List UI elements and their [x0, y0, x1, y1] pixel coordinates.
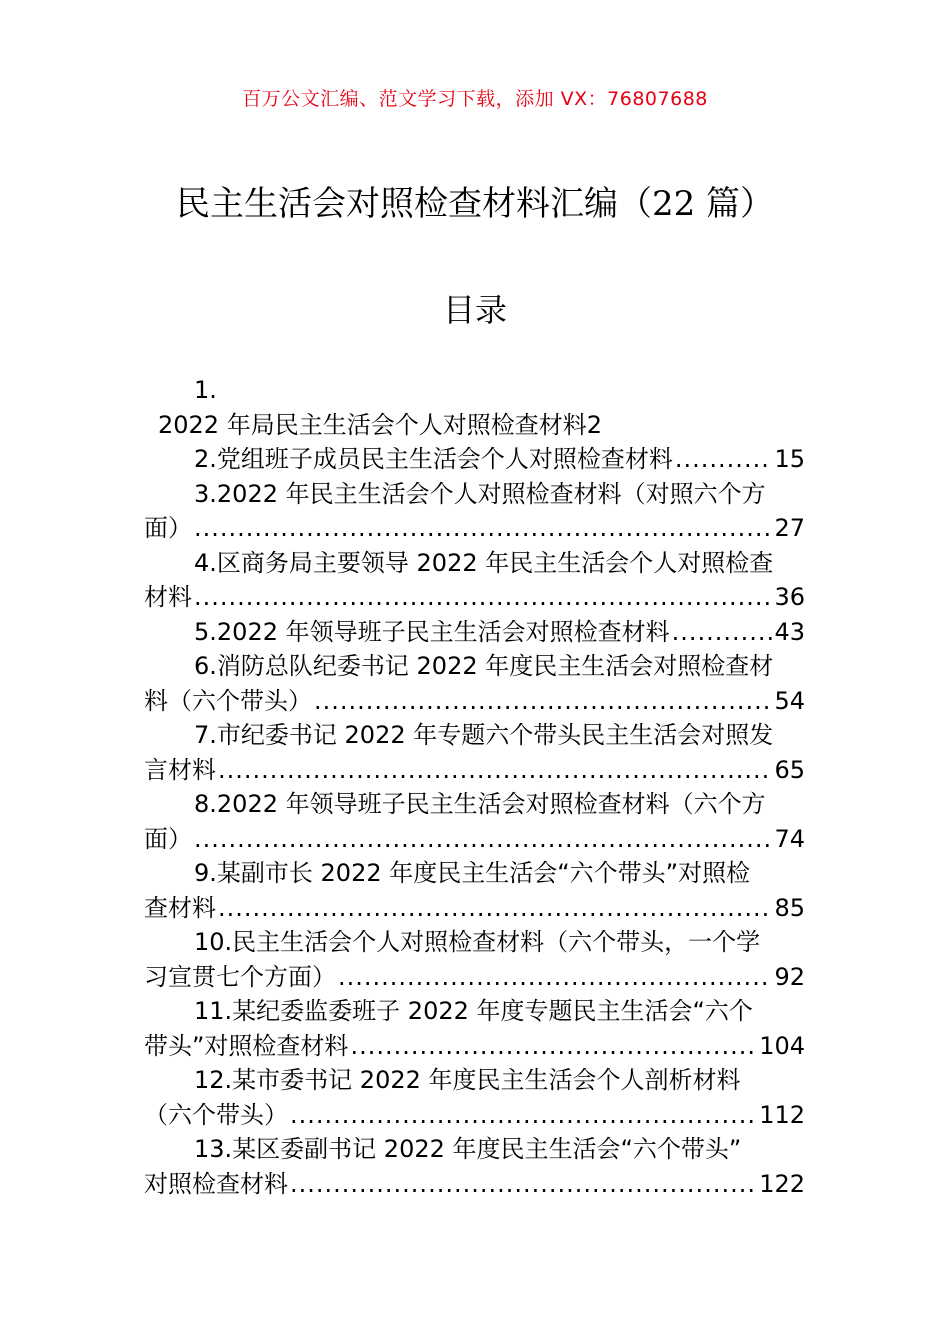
dot-leader — [314, 684, 772, 719]
toc-page-number: 122 — [759, 1169, 805, 1198]
dot-leader — [194, 511, 772, 546]
toc-entry-12[interactable] — [144, 1063, 805, 1132]
toc-entry-title-cont: 面） — [144, 514, 192, 542]
toc-page-number: 92 — [774, 962, 805, 991]
toc-entry-title: 4.区商务局主要领导 2022 年民主生活会个人对照检查 — [194, 548, 774, 577]
toc-entry-title: 7.市纪委书记 2022 年专题六个带头民主生活会对照发 — [194, 721, 774, 749]
toc-entry-text: 2022 年局民主生活会个人对照检查材料2 — [158, 410, 602, 439]
toc-entry-3[interactable] — [144, 477, 805, 546]
toc-entry-6[interactable] — [144, 649, 805, 718]
toc-entry-10[interactable] — [144, 925, 805, 994]
toc-entry-4[interactable] — [144, 546, 805, 615]
toc-entry-11[interactable] — [144, 994, 805, 1063]
toc-entry-title: 3.2022 年民主生活会个人对照检查材料（对照六个方 — [194, 479, 766, 508]
dot-leader — [194, 580, 772, 615]
toc-page-number: 54 — [774, 686, 805, 715]
toc-entry-title: 8.2022 年领导班子民主生活会对照检查材料（六个方 — [194, 790, 766, 818]
toc-entry-8[interactable] — [144, 787, 805, 856]
promo-banner: 百万公文汇编、范文学习下载，添加 VX：76807688 — [242, 88, 708, 110]
toc-entry-title-cont: 言材料 — [144, 755, 216, 784]
toc-page-number: 65 — [774, 755, 805, 784]
toc-page-number: 27 — [774, 514, 805, 542]
toc-entry-1[interactable] — [144, 373, 805, 442]
toc-entry-5[interactable] — [144, 615, 805, 650]
toc-heading: 目录 — [442, 291, 507, 329]
toc-entry-title: 9.某副市长 2022 年度民主生活会“六个带头”对照检 — [194, 859, 751, 887]
toc-entry-title-cont: 5.2022 年领导班子民主生活会对照检查材料 — [194, 617, 670, 646]
toc-entry-number: 1. — [194, 376, 217, 404]
toc-entry-9[interactable] — [144, 856, 805, 925]
dot-leader — [194, 822, 772, 857]
document-title: 民主生活会对照检查材料汇编（22 篇） — [175, 184, 775, 224]
toc-entry-title-cont: 料（六个带头） — [144, 686, 312, 715]
dot-leader — [675, 442, 773, 477]
toc-entry-title-cont: 习宣贯七个方面） — [144, 962, 336, 991]
toc-entry-title-cont: （六个带头） — [144, 1100, 288, 1129]
toc-entry-2[interactable] — [144, 442, 805, 477]
toc-entry-title-cont: 2.党组班子成员民主生活会个人对照检查材料 — [194, 445, 673, 473]
toc-entry-title: 11.某纪委监委班子 2022 年度专题民主生活会“六个 — [194, 997, 753, 1025]
table-of-contents — [144, 373, 805, 1201]
toc-entry-title-cont: 材料 — [144, 583, 192, 611]
dot-leader — [218, 753, 772, 788]
toc-entry-title: 6.消防总队纪委书记 2022 年度民主生活会对照检查材 — [194, 652, 774, 680]
toc-entry-title-cont: 面） — [144, 824, 192, 853]
dot-leader — [338, 960, 772, 995]
toc-entry-title-cont: 查材料 — [144, 893, 216, 922]
toc-page-number: 15 — [774, 445, 805, 473]
dot-leader — [290, 1098, 757, 1133]
toc-entry-7[interactable] — [144, 718, 805, 787]
toc-page-number: 85 — [774, 893, 805, 922]
dot-leader — [218, 891, 772, 926]
toc-page-number: 104 — [759, 1031, 805, 1060]
toc-page-number: 112 — [759, 1100, 805, 1129]
dot-leader — [350, 1029, 757, 1064]
toc-entry-title-cont: 对照检查材料 — [144, 1169, 288, 1198]
dot-leader — [672, 615, 773, 650]
toc-entry-13[interactable] — [144, 1132, 805, 1201]
toc-entry-title: 13.某区委副书记 2022 年度民主生活会“六个带头” — [194, 1135, 742, 1163]
toc-page-number: 74 — [774, 824, 805, 853]
toc-entry-title: 12.某市委书记 2022 年度民主生活会个人剖析材料 — [194, 1066, 741, 1094]
toc-entry-title: 10.民主生活会个人对照检查材料（六个带头，一个学 — [194, 928, 761, 956]
toc-page-number: 43 — [774, 617, 805, 646]
toc-entry-title-cont: 带头”对照检查材料 — [144, 1031, 349, 1060]
dot-leader — [290, 1167, 757, 1202]
toc-page-number: 36 — [774, 583, 805, 611]
